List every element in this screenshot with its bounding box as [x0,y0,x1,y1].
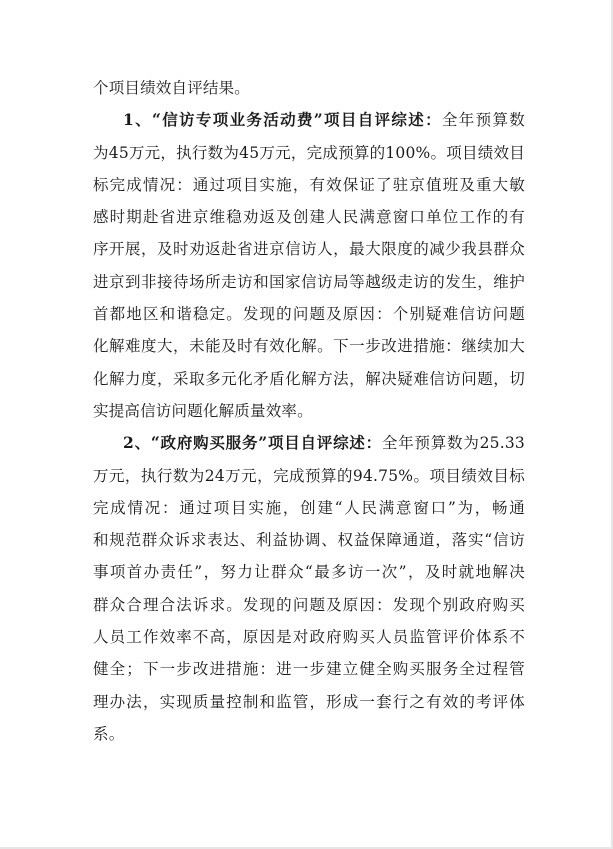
section2-line-6: 人员工作效率不高，原因是对政府购买人员监管评价体系不 [93,628,525,647]
section1-line [93,137,525,169]
section2-line-5: 群众合理合法诉求。发现的问题及原因：发现个别政府购买 [93,595,525,614]
section2-line [93,556,525,588]
section2-heading: 2、“政府购买服务”项目自评综述： [123,433,382,453]
section1-line [93,363,525,395]
section2-line [93,621,525,653]
section1-line-4: 序开展，及时劝返赴省进京信访人，最大限度的减少我县群众 [93,240,525,259]
section1-line-1: 为45万元，执行数为45万元，完成预算的100%。项目绩效目 [93,143,525,162]
section1-line-6: 首都地区和谐稳定。发现的问题及原因：个别疑难信访问题 [93,305,525,324]
section2-line-9: 系。 [93,724,125,743]
section1-line-2: 标完成情况：通过项目实施，有效保证了驻京值班及重大敏 [93,175,525,194]
section1-line-7: 化解难度大，未能及时有效化解。下一步改进措施：继续加大 [93,337,525,356]
section2-first-line [93,427,525,459]
section2-line [93,524,525,556]
section1-line [93,169,525,201]
section1-line-8: 化解力度，采取多元化矛盾化解方法，解决疑难信访问题，切 [93,369,525,388]
section2-line-3: 和规范群众诉求表达、利益协调、权益保障通道，落实“信访 [93,531,525,550]
section1-line-5: 进京到非接待场所走访和国家信访局等越级走访的发生，维护 [93,272,525,291]
section1-line [93,266,525,298]
intro-tail-line [93,72,525,104]
section1-heading: 1、“信访专项业务活动费”项目自评综述： [123,110,442,130]
section2-line [93,460,525,492]
section1-line [93,233,525,265]
section1-line [93,298,525,330]
section1-line [93,330,525,362]
section1-line-9: 实提高信访问题化解质量效率。 [93,401,313,420]
intro-tail-text: 个项目绩效自评结果。 [93,79,251,97]
section1-first-line [93,104,525,136]
section2-line [93,686,525,718]
section2-line-2: 完成情况：通过项目实施，创建“人民满意窗口”为，畅通 [93,498,525,517]
section2-line [93,653,525,685]
section2-line-7: 健全；下一步改进措施：进一步建立健全购买服务全过程管 [93,660,525,679]
section2-line [93,492,525,524]
section1-line [93,201,525,233]
section1-line [93,395,525,427]
section2-line [93,589,525,621]
section2-line [93,718,525,750]
section2-line-8: 理办法，实现质量控制和监管，形成一套行之有效的考评体 [93,692,525,711]
section2-line-4: 事项首办责任”，努力让群众“最多访一次”，及时就地解决 [93,563,525,582]
document-body [93,72,525,750]
section2-line-0: 全年预算数为25.33 [381,434,525,453]
section1-line-3: 感时期赴省进京维稳劝返及创建人民满意窗口单位工作的有 [93,208,525,227]
section2-line-1: 万元，执行数为24万元，完成预算的94.75%。项目绩效目标 [93,466,525,485]
section1-line-0: 全年预算数 [441,111,525,130]
